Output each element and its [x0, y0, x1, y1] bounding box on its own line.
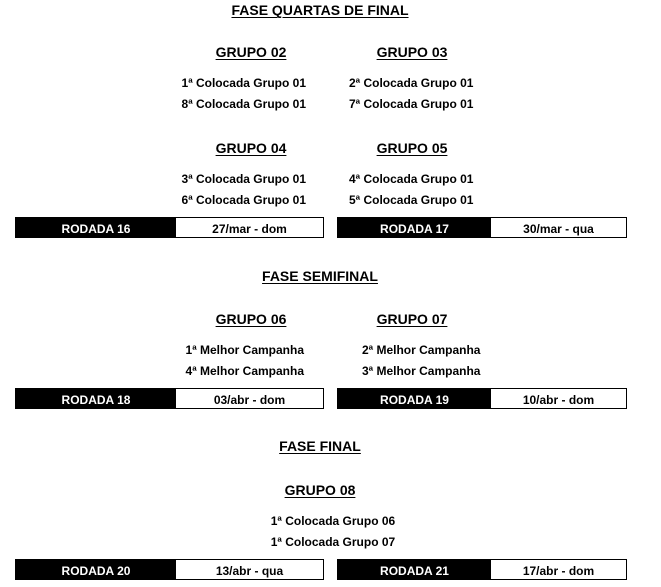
grupo-02-team-2: 8ª Colocada Grupo 01 [181, 97, 306, 111]
rodada-19-date: 10/abr - dom [491, 389, 626, 408]
grupo-06-team-2: 4ª Melhor Campanha [185, 364, 304, 378]
grupo-03-heading: GRUPO 03 [376, 44, 448, 60]
grupo-07-team-1: 2ª Melhor Campanha [362, 343, 481, 357]
grupo-05-team-2: 5ª Colocada Grupo 01 [349, 193, 474, 207]
grupo-05-team-1: 4ª Colocada Grupo 01 [349, 172, 474, 186]
rodada-17-date: 30/mar - qua [491, 218, 626, 237]
grupo-06-team-1: 1ª Melhor Campanha [185, 343, 304, 357]
grupo-08-heading: GRUPO 08 [284, 482, 356, 498]
rodada-21-box [337, 559, 627, 580]
grupo-07-heading: GRUPO 07 [376, 311, 448, 327]
grupo-03-team-1: 2ª Colocada Grupo 01 [349, 76, 474, 90]
rodada-20-box [15, 559, 324, 580]
grupo-03-team-2: 7ª Colocada Grupo 01 [349, 97, 474, 111]
grupo-04-heading: GRUPO 04 [215, 140, 287, 156]
rodada-16-box [15, 217, 324, 238]
grupo-02-heading: GRUPO 02 [215, 44, 287, 60]
rodada-16-label: RODADA 16 [16, 218, 176, 237]
grupo-08-team-1: 1ª Colocada Grupo 06 [270, 514, 396, 528]
grupo-02-team-1: 1ª Colocada Grupo 01 [181, 76, 306, 90]
grupo-05-heading: GRUPO 05 [376, 140, 448, 156]
semifinal-title: FASE SEMIFINAL [262, 268, 378, 284]
rodada-21-label: RODADA 21 [338, 560, 491, 579]
rodada-20-date: 13/abr - qua [176, 560, 323, 579]
rodada-17-box [337, 217, 627, 238]
rodada-21-date: 17/abr - dom [491, 560, 626, 579]
rodada-19-box [337, 388, 627, 409]
rodada-18-box [15, 388, 324, 409]
grupo-06-heading: GRUPO 06 [215, 311, 287, 327]
rodada-18-date: 03/abr - dom [176, 389, 323, 408]
grupo-04-team-2: 6ª Colocada Grupo 01 [181, 193, 306, 207]
rodada-16-date: 27/mar - dom [176, 218, 323, 237]
rodada-19-label: RODADA 19 [338, 389, 491, 408]
rodada-20-label: RODADA 20 [16, 560, 176, 579]
final-title: FASE FINAL [279, 438, 361, 454]
grupo-04-team-1: 3ª Colocada Grupo 01 [181, 172, 306, 186]
grupo-07-team-2: 3ª Melhor Campanha [362, 364, 481, 378]
rodada-18-label: RODADA 18 [16, 389, 176, 408]
rodada-17-label: RODADA 17 [338, 218, 491, 237]
grupo-08-team-2: 1ª Colocada Grupo 07 [270, 535, 396, 549]
quartas-title: FASE QUARTAS DE FINAL [231, 2, 409, 18]
